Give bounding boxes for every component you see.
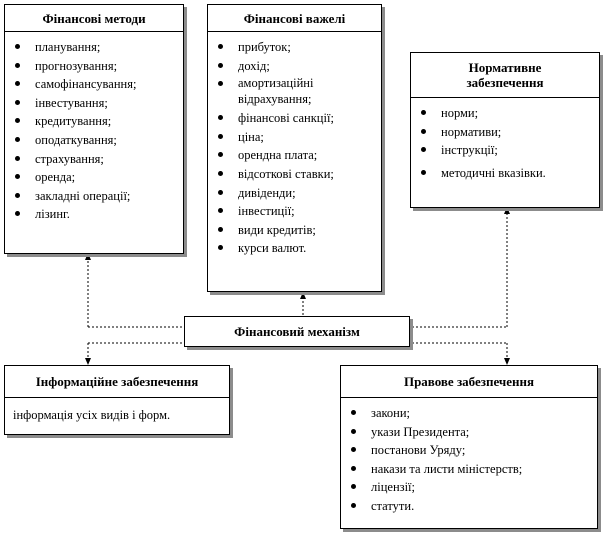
list-item: страхування;	[13, 150, 183, 169]
normative-support-list	[411, 98, 599, 182]
legal-support-list	[341, 398, 597, 516]
list-item: статути.	[349, 497, 597, 516]
list-item: норми;	[419, 104, 599, 123]
financial-methods-title: Фінансові методи	[5, 5, 183, 32]
list-item: дохід;	[216, 57, 375, 76]
list-item: нормативи;	[419, 123, 599, 142]
list-item: відсоткові ставки;	[216, 165, 375, 184]
list-item: ліцензії;	[349, 478, 597, 497]
financial-mechanism-title: Фінансовий механізм	[234, 324, 360, 339]
arrow-up-normative	[504, 207, 510, 214]
list-item: закладні операції;	[13, 187, 183, 206]
financial-mechanism-box	[184, 316, 410, 347]
normative-support-title: Нормативне забезпечення	[411, 53, 599, 98]
list-item: фінансові санкції;	[216, 109, 375, 128]
financial-methods-box	[4, 4, 184, 254]
list-item: інвестиції;	[216, 202, 375, 221]
list-item: планування;	[13, 38, 183, 57]
list-item: закони;	[349, 404, 597, 423]
info-support-text: інформація усіх видів і форм.	[13, 408, 171, 422]
list-item: інвестування;	[13, 94, 183, 113]
arrow-down-info	[85, 358, 91, 365]
list-item: накази та листи міністерств;	[349, 460, 597, 479]
info-support-title: Інформаційне забезпечення	[5, 366, 229, 398]
list-item: постанови Уряду;	[349, 441, 597, 460]
list-item: оподаткування;	[13, 131, 183, 150]
list-item: лізинг.	[13, 205, 183, 224]
list-item: дивіденди;	[216, 184, 375, 203]
financial-methods-list	[5, 32, 183, 224]
normative-support-box	[410, 52, 600, 208]
arrow-down-legal	[504, 358, 510, 365]
list-item: прибуток;	[216, 38, 375, 57]
list-item: види кредитів;	[216, 221, 375, 240]
financial-levers-title: Фінансові важелі	[208, 5, 381, 32]
legal-support-title: Правове забезпечення	[341, 366, 597, 398]
list-item: укази Президента;	[349, 423, 597, 442]
list-item: курси валют.	[216, 239, 375, 258]
list-item: кредитування;	[13, 112, 183, 131]
list-item: орендна плата;	[216, 146, 375, 165]
legal-support-box	[340, 365, 598, 529]
info-support-box	[4, 365, 230, 435]
list-item: амортизаційні відрахування;	[216, 75, 375, 109]
list-item: самофінансування;	[13, 75, 183, 94]
list-item: оренда;	[13, 168, 183, 187]
list-item: інструкції;	[419, 141, 599, 160]
list-item: ціна;	[216, 128, 375, 147]
arrow-up-levers	[300, 292, 306, 299]
list-item: прогнозування;	[13, 57, 183, 76]
arrow-up-methods	[85, 253, 91, 260]
list-item: методичні вказівки.	[419, 164, 599, 183]
financial-levers-box	[207, 4, 382, 292]
financial-levers-list	[208, 32, 381, 258]
